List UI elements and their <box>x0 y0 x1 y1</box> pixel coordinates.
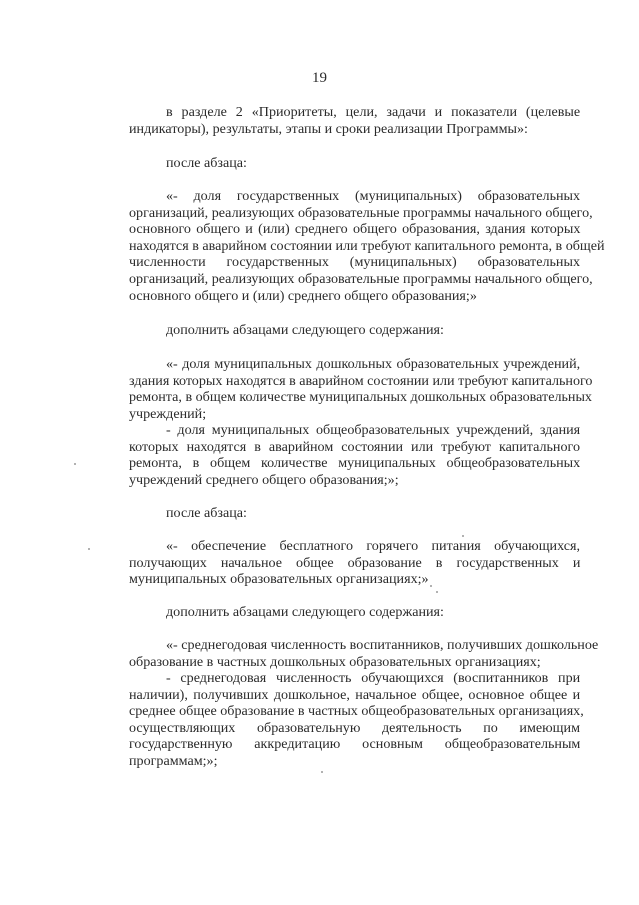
text-line: «- обеспечение бесплатного горячего питания обучающихся, <box>166 538 580 554</box>
text-line: учреждений среднего общего образования;»; <box>129 471 399 488</box>
text-line: «- доля государственных (муниципальных) образовательных <box>166 188 581 204</box>
text-line: которых находятся в аварийном состоянии или требуют капитального <box>129 438 580 455</box>
scan-speck <box>74 463 76 465</box>
text-line: численности государственных (муниципальных) образовательных <box>129 254 580 271</box>
text-line: осуществляющих образовательную деятельность по имеющим <box>129 719 580 736</box>
text-line: дополнить абзацами следующего содержания: <box>166 604 444 620</box>
scan-speck <box>436 591 438 593</box>
paragraph-section-intro <box>92 104 580 137</box>
text-line: индикаторы), результаты, этапы и сроки реализации Программы»: <box>129 120 528 137</box>
paragraph-quote-4 <box>92 538 580 588</box>
text-line: после абзаца: <box>166 155 247 171</box>
scan-speck <box>462 535 464 537</box>
paragraph-quote-3 <box>92 422 580 488</box>
paragraph-quote-6 <box>92 670 584 770</box>
text-line: организаций, реализующих образовательные программы начального общего, <box>129 270 593 287</box>
paragraph-supplement-1 <box>92 322 580 339</box>
paragraph-supplement-2 <box>92 604 580 621</box>
text-line: «- доля муниципальных дошкольных образовательных учреждений, <box>166 356 581 372</box>
paragraph-quote-5 <box>92 637 599 670</box>
text-line: муниципальных образовательных организациях;» <box>129 571 429 588</box>
text-line: программам;»; <box>129 752 218 769</box>
text-line: - среднегодовая численность обучающихся (воспитанников при <box>166 670 581 686</box>
text-line: «- среднегодовая численность воспитанников, получивших дошкольное <box>166 637 599 653</box>
scan-speck <box>88 548 90 550</box>
text-line: после абзаца: <box>166 505 247 521</box>
text-line: ремонта, в общем количестве муниципальных дошкольных образовательных <box>129 389 592 406</box>
paragraph-after-abzac-2 <box>92 505 580 522</box>
paragraph-quote-2 <box>92 356 593 422</box>
text-line: основного общего и (или) среднего общего образования;» <box>129 287 477 304</box>
page-number: 19 <box>312 70 327 86</box>
text-line: - доля муниципальных общеобразовательных учреждений, здания <box>166 422 581 438</box>
text-line: дополнить абзацами следующего содержания: <box>166 322 444 338</box>
text-line: находятся в аварийном состоянии или требуют капитального ремонта, в общей <box>129 237 605 254</box>
paragraph-quote-1 <box>92 188 605 304</box>
text-line: в разделе 2 «Приоритеты, цели, задачи и показатели (целевые <box>166 104 581 120</box>
scan-speck <box>430 585 432 587</box>
paragraph-after-abzac-1 <box>92 155 580 172</box>
text-line: среднее общее образование в частных общеобразовательных организациях, <box>129 703 584 720</box>
text-line: государственную аккредитацию основным общеобразовательным <box>129 736 581 753</box>
text-line: организаций, реализующих образовательные программы начального общего, <box>129 204 593 221</box>
text-line: здания которых находятся в аварийном состоянии или требуют капитального <box>129 372 593 389</box>
text-line: основного общего и (или) среднего общего образования, здания которых <box>129 221 581 238</box>
text-line: учреждений; <box>129 405 207 422</box>
text-line: получающих начальное общее образование в государственных и <box>129 554 581 571</box>
text-line: ремонта, в общем количестве муниципальных общеобразовательных <box>129 455 581 472</box>
scan-speck <box>321 771 323 773</box>
text-line: наличии), получивших дошкольное, начальное общее, основное общее и <box>129 686 581 703</box>
text-line: образование в частных дошкольных образовательных организациях; <box>129 653 541 670</box>
